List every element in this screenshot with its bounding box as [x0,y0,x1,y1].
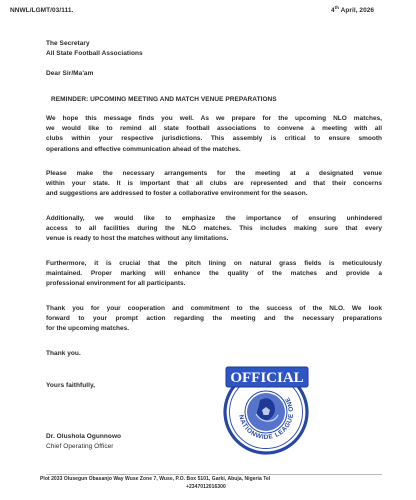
signatory-title: Chief Operating Officer [46,443,114,450]
paragraph-line: Furthermore, it is crucial that the pitch lining on natural grass fields is meticulously [46,260,382,267]
body-paragraph [46,169,382,200]
paragraph-line: forward to your prompt action regarding the meeting and the necessary preparations [46,315,382,323]
paragraph-line: maintained. Proper marking will enhance the quality of the matches and provide a [46,270,382,278]
official-stamp [216,362,316,462]
reference-number: NNWL/LGMT/03/111. [10,7,74,14]
date-rest: April, 2026 [339,7,375,14]
paragraph-line: operations and effective communication ahead of the matches. [46,145,241,153]
paragraph-line: and suggestions are addressed to foster a collaborative environment for the season. [46,190,308,198]
paragraph-line: venue is ready to host the matches without any limitations. [46,235,229,243]
subject-line: REMINDER: UPCOMING MEETING AND MATCH VENUE PREPARATIONS [51,96,277,103]
signatory-name: Dr. Olushola Ogunnowo [46,433,122,440]
footer-phone: +2347012016300 [186,484,226,490]
paragraph-line: within your state. It is important that all clubs are represented and that their concerns [46,180,382,188]
footer-address: Plot 2033 Olusegun Obasanjo Way Wuse Zone 7, Wuse, P.O. Box 5101, Garki, Abuja, Nigeria Tel [40,476,271,482]
paragraph-line: We hope this message finds you well. As we prepare for the upcoming NLO matches, [46,115,382,122]
valediction: Yours faithfully, [46,382,95,389]
closing-thanks: Thank you. [46,350,81,357]
letter-date [331,6,374,16]
body-paragraph [46,259,382,290]
paragraph-line: access to all facilities during the NLO matches. This includes making sure that every [46,225,382,233]
paragraph-line: we would like to remind all state football associations to convene a meeting with all [46,125,382,133]
stamp-banner-text: OFFICIAL [230,370,304,386]
body-paragraph [46,114,382,155]
date-day: 4 [331,7,335,14]
stamp-banner [226,367,308,387]
recipient-line: The Secretary [46,40,90,47]
paragraph-line: Thank you for your cooperation and commitment to the success of the NLO. We look [46,305,382,312]
body-paragraph [46,214,382,245]
paragraph-line: Please make the necessary arrangements for the meeting at a designated venue [46,170,382,177]
paragraph-line: for the upcoming matches. [46,325,130,333]
paragraph-line: clubs within your respective jurisdictions. This assembly is critical to ensure smooth [46,135,382,143]
date-suffix: th [334,4,340,10]
recipient-line: All State Football Associations [46,50,143,57]
stamp-ring-text: NATIONWIDE LEAGUE ONE [237,395,296,442]
body-paragraph [46,304,382,335]
paragraph-line: professional environment for all participants. [46,280,186,288]
football-icon [247,393,285,431]
salutation: Dear Sir/Ma'am [46,70,94,77]
paragraph-line: Additionally, we would like to emphasize the importance of ensuring unhindered [46,215,382,222]
